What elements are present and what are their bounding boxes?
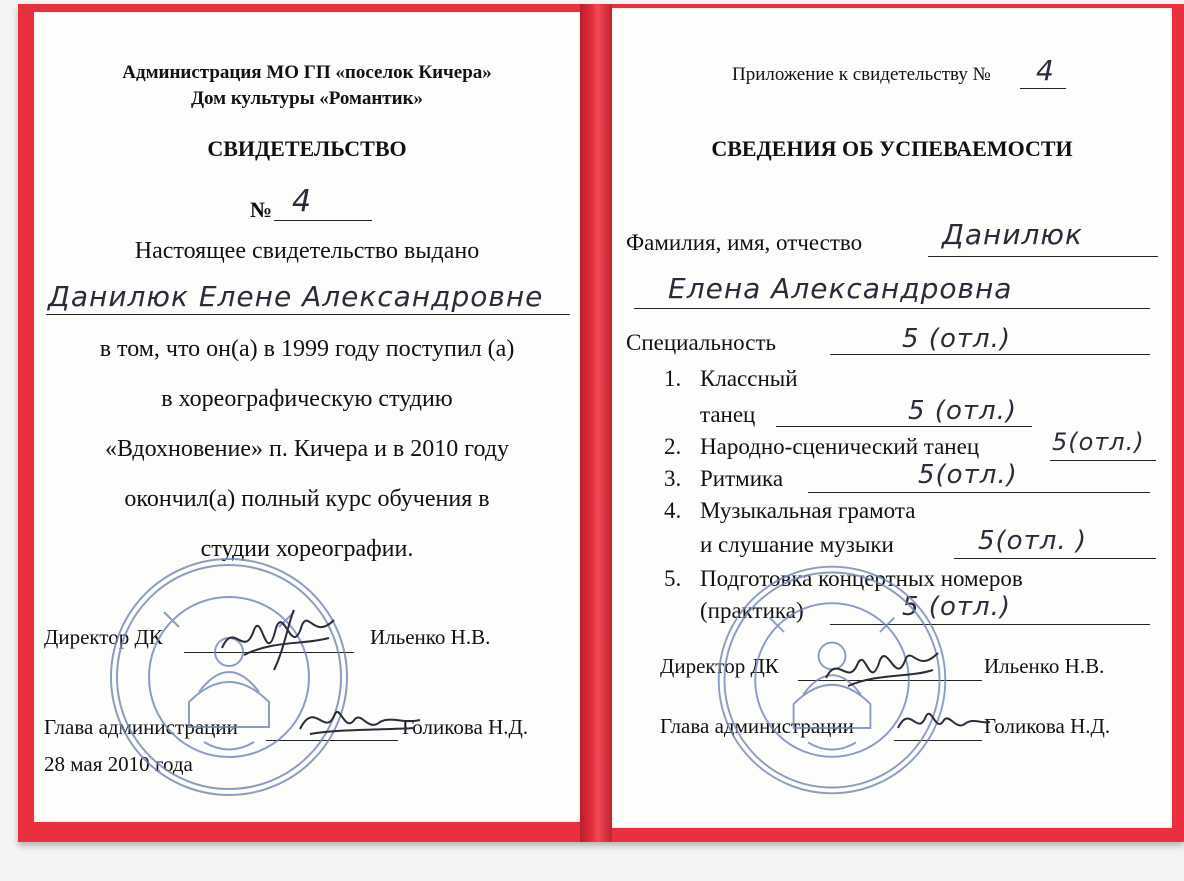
right-head-name: Голикова Н.Д. (984, 714, 1111, 738)
recipient-underline (46, 314, 570, 315)
specialty-underline (830, 354, 1150, 355)
right-director-signature-icon (818, 638, 948, 698)
director-label: Директор ДК (44, 625, 163, 649)
org-line-1: Администрация МО ГП «поселок Кичера» (122, 62, 492, 83)
subject-5-num: 5. (664, 566, 682, 591)
specialty-label: Специальность (626, 330, 776, 355)
right-head-label: Глава администрации (660, 714, 854, 738)
appendix-number-underline (1020, 88, 1066, 89)
subject-2-line1: Народно-сценический танец (700, 434, 980, 459)
cover-spine (580, 4, 612, 842)
subject-4-underline (954, 558, 1156, 559)
subject-5-grade: 5 (отл.) (902, 592, 1012, 622)
appendix-number: 4 (1036, 54, 1055, 87)
body-line-4: окончил(а) полный курс обучения в (124, 486, 490, 512)
fio-label: Фамилия, имя, отчество (626, 230, 863, 255)
director-name: Ильенко Н.В. (370, 625, 491, 649)
subject-2-underline (1050, 460, 1156, 461)
head-signature-icon (290, 694, 430, 744)
body-line-1: в том, что он(а) в 1999 году поступил (а) (99, 336, 515, 362)
surname: Данилюк (942, 218, 1083, 251)
recipient-name: Данилюк Елене Александровне (48, 280, 544, 313)
name-underline (634, 308, 1150, 309)
subject-2-num: 2. (664, 434, 682, 459)
org-line-2: Дом культуры «Романтик» (190, 88, 424, 109)
right-director-name: Ильенко Н.В. (984, 654, 1105, 678)
certificate-right-page (612, 8, 1172, 828)
body-line-5: студии хореографии. (200, 536, 414, 562)
number-underline (274, 220, 372, 221)
director-signature-icon (214, 600, 344, 680)
issued-text: Настоящее свидетельство выдано (134, 238, 480, 264)
surname-underline (928, 256, 1158, 257)
right-director-label: Директор ДК (660, 654, 779, 678)
subject-3-line1: Ритмика (700, 466, 784, 491)
grades-title: СВЕДЕНИЯ ОБ УСПЕВАЕМОСТИ (711, 136, 1073, 161)
subject-1-num: 1. (664, 366, 682, 391)
certificate-left-page (34, 12, 580, 822)
issue-date: 28 мая 2010 года (44, 752, 193, 776)
number-prefix: № (250, 197, 273, 222)
subject-3-num: 3. (664, 466, 682, 491)
head-label: Глава администрации (44, 715, 238, 739)
subject-5-line1: Подготовка концертных номеров (700, 566, 1023, 591)
specialty-grade: 5 (отл.) (902, 324, 1012, 354)
body-line-3: «Вдохновение» п. Кичера и в 2010 году (104, 436, 510, 462)
head-name: Голикова Н.Д. (402, 715, 529, 739)
number-value: 4 (292, 184, 313, 219)
name-patronymic: Елена Александровна (668, 272, 1013, 305)
subject-5-line2: (практика) (700, 598, 804, 623)
body-line-2: в хореографическую студию (161, 386, 453, 412)
subject-2-grade: 5(отл.) (1052, 428, 1145, 456)
certificate-title: СВИДЕТЕЛЬСТВО (207, 136, 407, 161)
subject-3-grade: 5(отл.) (918, 460, 1018, 490)
subject-3-underline (808, 492, 1150, 493)
subject-4-num: 4. (664, 498, 682, 523)
subject-4-line1: Музыкальная грамота (700, 498, 916, 523)
subject-1-line2: танец (700, 402, 756, 427)
subject-1-grade: 5 (отл.) (908, 396, 1018, 426)
right-head-signature-icon (892, 698, 992, 742)
appendix-label: Приложение к свидетельству № (732, 64, 991, 85)
subject-1-underline (776, 426, 1032, 427)
subject-4-line2: и слушание музыки (700, 532, 894, 557)
subject-4-grade: 5(отл. ) (978, 526, 1088, 556)
subject-1-line1: Классный (700, 366, 798, 391)
